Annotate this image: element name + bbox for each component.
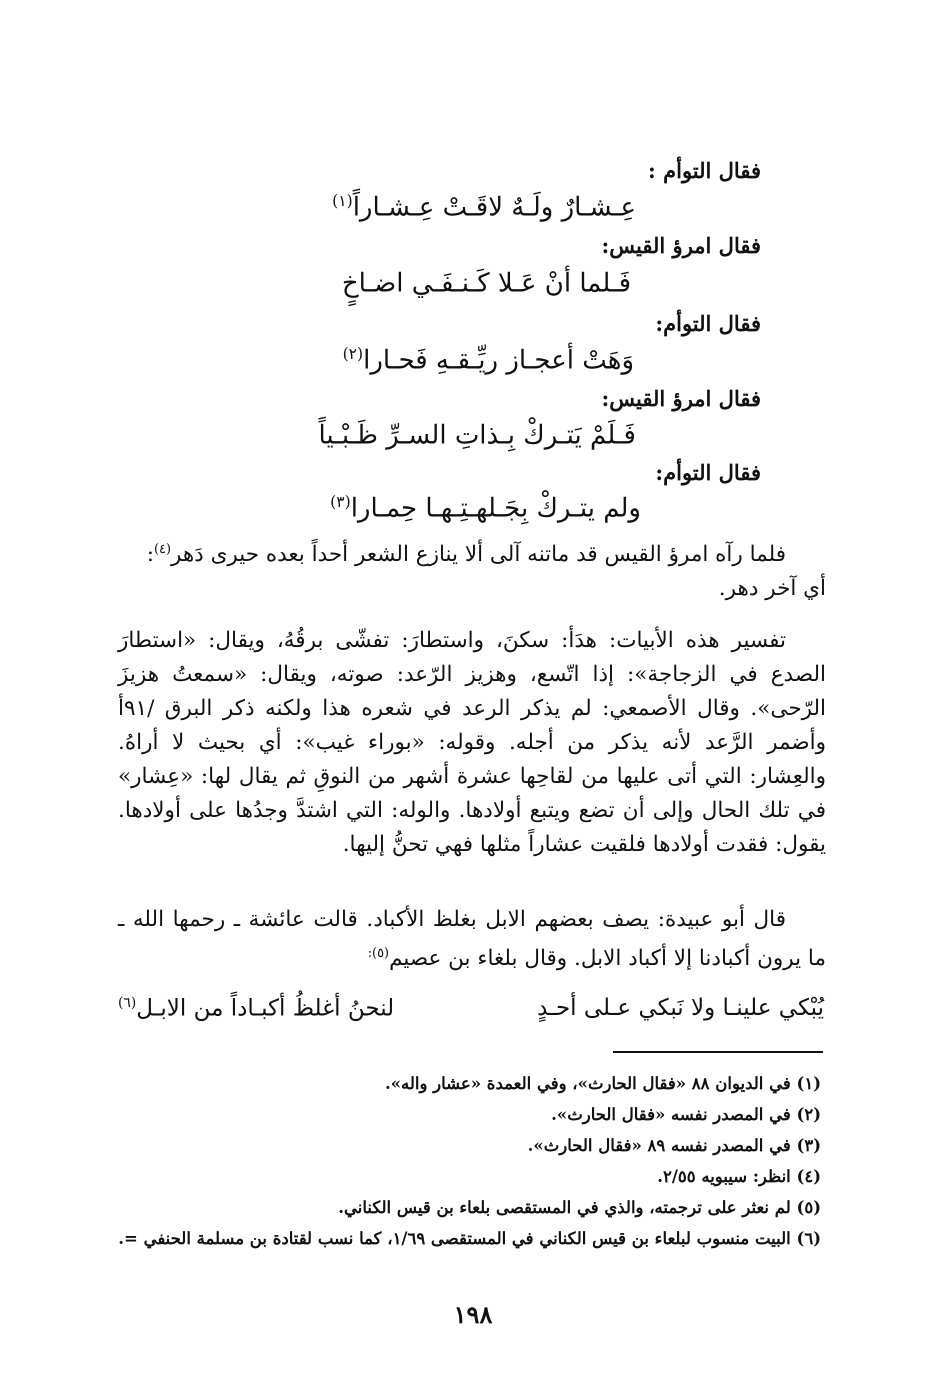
verse-hemistich-left — [118, 995, 394, 1022]
verse-text: وَهَتْ أعجـاز ريِّـقـهِ فَحـارا — [363, 345, 634, 376]
verse-text: فَـلَمْ يَتـركْ بِـذاتِ السـرِّ ظَـبْـياً — [318, 420, 636, 451]
paragraph-text: تفسير هذه الأبيات: هدَأ: سكنَ، واستطارَ: تفشّى برقُهُ، ويقال: «استطارَ الصدع في الزجاجة»: إذا اتّسع، وهزيز الرّعد: صوته، ويقال: «سمعتُ هزيزَ الرّحى». وقال الأصمعي: لم يذكر الرعد في شعره هذا ولكنه ذكر البرق /٩١أ وأضمر الرَّعد لأنه يذكر من أجله. وقوله: «بوراء غيب»: أي بحيث لا أراهُ. والعِشار: التي أتى عليها من لقاحِها عشرة أشهر من النوقِ ثم يقال لها: «عِشار» في تلك الحال وإلى أن تضع ويتبع أولادها. والوله: التي اشتدَّ وجدُها على أولادها. يقول: فقدت أولادها فلقيت عشاراً مثلها فهي تحنُّ إليها. — [118, 628, 826, 857]
paragraph — [118, 903, 826, 976]
paragraph-text: قال أبو عبيدة: يصف بعضهم الابل بغلظ الأكباد. قالت عائشة ـ رحمها الله ـ ما يرون أكبادنا إلا أكباد الابل. وقال بلغاء بن عصيم — [118, 907, 826, 972]
paragraph-text: فلما رآه امرؤ القيس قد ماتنه آلى ألا ينازع الشعر أحداً بعده حيرى دَهر — [170, 542, 786, 568]
verse-line — [342, 268, 631, 299]
footnote-ref: (١) — [332, 192, 353, 210]
footnote-ref: (٥): — [367, 946, 390, 961]
page-number: ١٩٨ — [453, 1300, 493, 1329]
footnote-divider — [613, 1051, 823, 1053]
footnote: (٣) في المصدر نفسه ٨٩ «فقال الحارث». — [527, 1136, 821, 1155]
verse-line — [318, 420, 636, 451]
footnote: (٤) انظر: سيبويه ٢/٥٥. — [657, 1167, 821, 1186]
footnote-ref: (٤) — [153, 542, 171, 557]
footnote-ref: (٦) — [118, 995, 137, 1011]
paragraph — [118, 624, 826, 862]
verse-line — [343, 345, 634, 376]
footnote: (٥) لم نعثر على ترجمته، والذي في المستقصى بلعاء بن قيس الكناني. — [338, 1198, 821, 1217]
paragraph-line: فلما رآه امرؤ القيس قد ماتنه آلى ألا ينازع الشعر أحداً بعده حيرى دَهر$^{(٤)}$: — [146, 542, 786, 568]
speaker-label: فقال التوأم: — [655, 460, 761, 485]
paragraph-line — [118, 903, 826, 976]
paragraph-line: أي آخر دهر. — [718, 576, 826, 602]
verse-hemistich-right: يُبْكي علينـا ولا نَبكي عـلى أحـدٍ — [537, 995, 824, 1021]
speaker-label: فقال امرؤ القيس: — [601, 386, 761, 411]
verse-line — [332, 192, 636, 223]
footnote-ref: (٢) — [342, 345, 364, 363]
footnote: (٢) في المصدر نفسه «فقال الحارث». — [551, 1105, 821, 1124]
footnote-ref: (٣) — [330, 493, 351, 511]
speaker-label: فقال التوأم: — [655, 311, 761, 336]
speaker-label: فقال امرؤ القيس: — [601, 233, 761, 258]
verse-line — [330, 493, 641, 524]
verse-text: ولم يتـركْ بِجَـلهـتِـهـا حِمـارا — [350, 493, 641, 524]
verse-text: فَـلما أنْ عَـلا كَـنـفَـي اضـاخٍ — [341, 268, 631, 299]
verse-text: لنحنُ أغلظُ أكبـاداً من الابـل — [136, 995, 395, 1022]
speaker-label: فقال التوأم : — [648, 158, 761, 183]
paragraph — [118, 533, 826, 606]
footnote: (١) في الديوان ٨٨ «فقال الحارث»، وفي العمدة «عشار واله». — [384, 1074, 821, 1093]
footnotes — [118, 1068, 821, 1254]
verse-text: عِـشـارٌ ولَـهٌ لاقَـتْ عِـشـاراً — [352, 192, 636, 223]
footnote: (٦) البيت منسوب لبلعاء بن قيس الكناني في المستقصى ١/٦٩، كما نسب لقتادة بن مسلمة الحنفي =. — [118, 1229, 821, 1248]
